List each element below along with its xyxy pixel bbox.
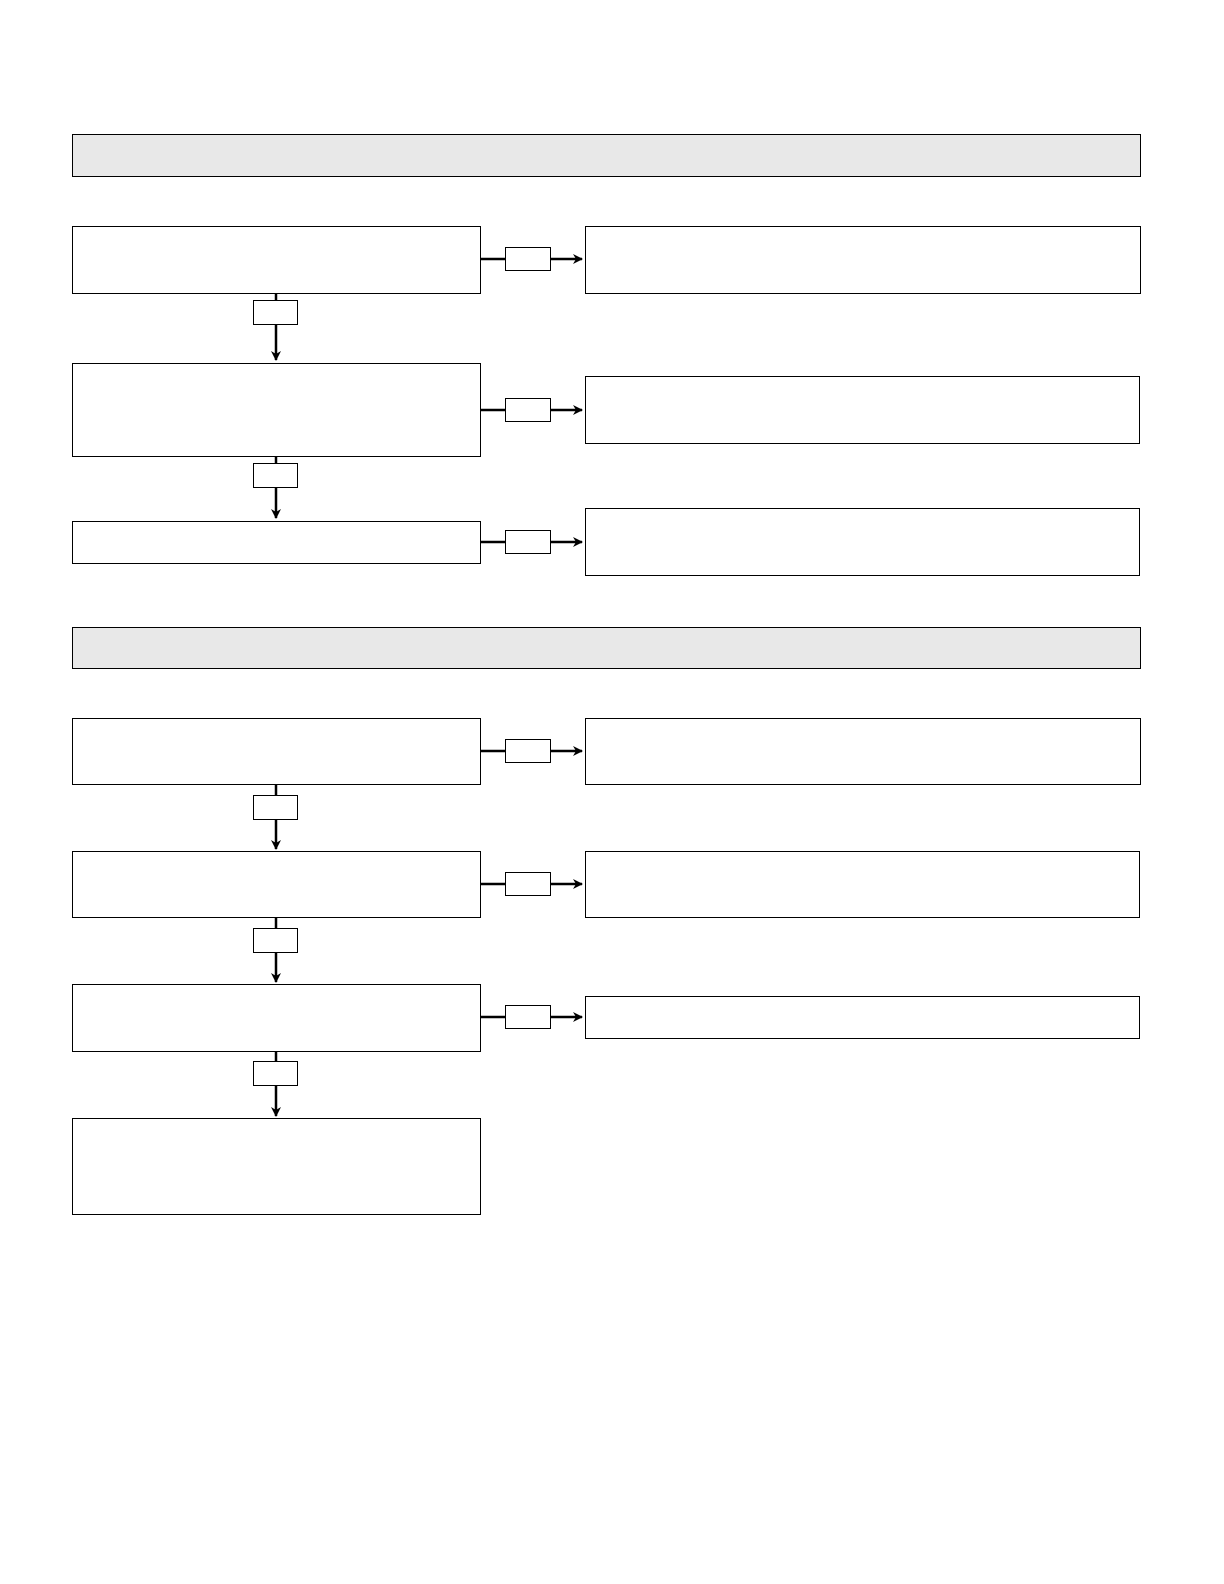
s2-step-3-yes-label (253, 1061, 298, 1086)
s2-step-1-yes-label (253, 795, 298, 820)
s1-step-1-no-label (505, 247, 551, 271)
s1-step-2-yes-label (253, 463, 298, 488)
s1-step-2-box (72, 363, 481, 457)
s2-step-1-no-label (505, 739, 551, 763)
s1-step-1-result-box (585, 226, 1141, 294)
s2-step-3-result-box (585, 996, 1140, 1039)
s2-step-2-box (72, 851, 481, 918)
section-2-header (72, 627, 1141, 669)
section-1-header (72, 134, 1141, 177)
s1-step-2-no-label (505, 398, 551, 422)
s1-step-3-box (72, 521, 481, 564)
s2-step-2-yes-label (253, 928, 298, 953)
s2-step-2-result-box (585, 851, 1140, 918)
s1-step-3-result-box (585, 508, 1140, 576)
s2-step-2-no-label (505, 872, 551, 896)
s1-step-2-result-box (585, 376, 1140, 444)
s2-step-3-no-label (505, 1005, 551, 1029)
s2-step-4-box (72, 1118, 481, 1215)
s2-step-3-box (72, 984, 481, 1052)
s1-step-1-box (72, 226, 481, 294)
s2-step-1-box (72, 718, 481, 785)
s1-step-1-yes-label (253, 300, 298, 325)
s1-step-3-no-label (505, 530, 551, 554)
s2-step-1-result-box (585, 718, 1141, 785)
